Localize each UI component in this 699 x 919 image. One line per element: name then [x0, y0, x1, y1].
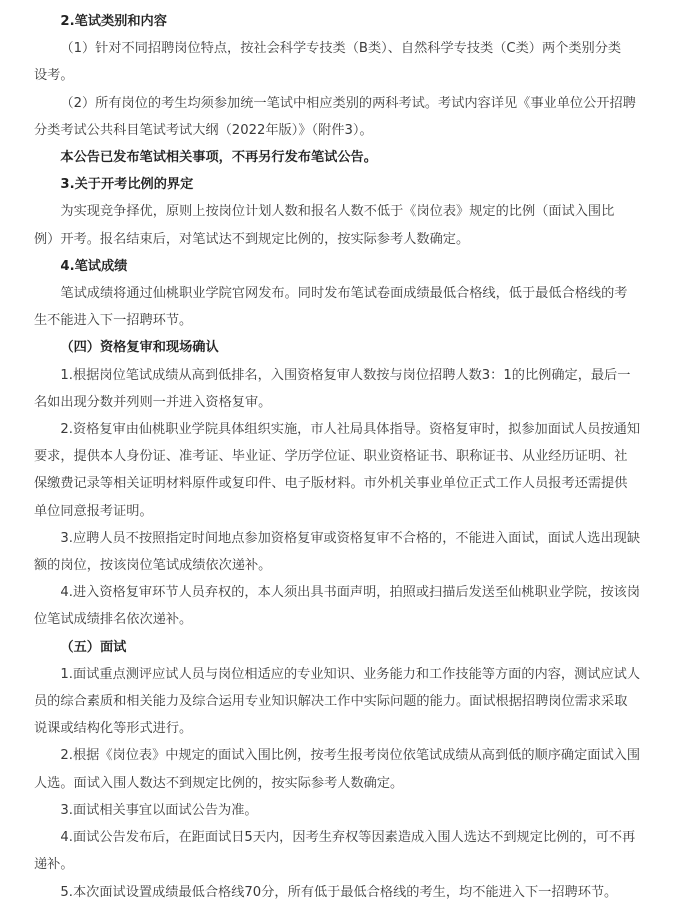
body-text-line: 设考。: [34, 68, 74, 84]
section-heading: 4.笔试成绩: [60, 258, 128, 274]
body-text-line: 递补。: [34, 857, 74, 873]
body-text-line: 保缴费记录等相关证明材料原件或复印件、电子版材料。市外机关事业单位正式工作人员报考还需提供: [34, 476, 628, 492]
body-text-line: 分类考试公共科目笔试考试大纲（2022年版）》（附件3）。: [34, 122, 373, 138]
body-text-line: 5.本次面试设置成绩最低合格线70分，所有低于最低合格线的考生，均不能进入下一招聘环节。: [60, 884, 618, 900]
body-text-line: 人选。面试入围人数达不到规定比例的，按实际参考人数确定。: [34, 775, 404, 791]
body-text-line: 位笔试成绩排名依次递补。: [34, 612, 193, 628]
body-text-line: 例）开考。报名结束后，对笔试达不到规定比例的，按实际参考人数确定。: [34, 231, 470, 247]
section-heading: 本公告已发布笔试相关事项，不再另行发布笔试公告。: [60, 150, 377, 166]
body-text-line: 1.面试重点测评应试人员与岗位相适应的专业知识、业务能力和工作技能等方面的内容，测试应试人: [60, 666, 641, 682]
body-text-line: 生不能进入下一招聘环节。: [34, 313, 193, 329]
body-text-line: （1）针对不同招聘岗位特点，按社会科学专技类（B类）、自然科学专技类（C类）两个类别分类: [60, 41, 622, 57]
body-text-line: 额的岗位，按该岗位笔试成绩依次递补。: [34, 558, 272, 574]
body-text-line: 3.面试相关事宜以面试公告为准。: [60, 802, 258, 818]
body-text-line: 员的综合素质和相关能力及综合运用专业知识解决工作中实际问题的能力。面试根据招聘岗位需求采取: [34, 694, 628, 710]
body-text-line: 2.根据《岗位表》中规定的面试入围比例，按考生报考岗位依笔试成绩从高到低的顺序确定面试入围: [60, 748, 641, 764]
body-text-line: 要求，提供本人身份证、准考证、毕业证、学历学位证、职业资格证书、职称证书、从业经历证明、社: [34, 449, 628, 465]
body-text-line: 4.进入资格复审环节人员弃权的，本人须出具书面声明，拍照或扫描后发送至仙桃职业学院，按该岗: [60, 585, 641, 601]
section-heading: 3.关于开考比例的界定: [60, 177, 194, 193]
section-heading: （四）资格复审和现场确认: [60, 340, 219, 356]
body-text-line: 4.面试公告发布后，在距面试日5天内，因考生弃权等因素造成入围人选达不到规定比例的，可不再: [60, 830, 636, 846]
body-text-line: 1.根据岗位笔试成绩从高到低排名，入围资格复审人数按与岗位招聘人数3：1的比例确定，最后一: [60, 367, 631, 383]
body-text-line: 3.应聘人员不按照指定时间地点参加资格复审或资格复审不合格的，不能进入面试，面试人选出现缺: [60, 530, 641, 546]
body-text-line: 名如出现分数并列则一并进入资格复审。: [34, 394, 272, 410]
section-heading: 2.笔试类别和内容: [60, 14, 167, 29]
body-text-line: 2.资格复审由仙桃职业学院具体组织实施，市人社局具体指导。资格复审时，拟参加面试人员按通知: [60, 422, 641, 438]
body-text-line: 为实现竞争择优，原则上按岗位计划人数和报名人数不低于《岗位表》规定的比例（面试入围比: [60, 204, 615, 220]
section-heading: （五）面试: [60, 639, 127, 655]
body-text-line: 单位同意报考证明。: [34, 503, 153, 519]
body-text-line: （2）所有岗位的考生均须参加统一笔试中相应类别的两科考试。考试内容详见《事业单位公开招聘: [60, 95, 636, 111]
body-text-line: 说课或结构化等形式进行。: [34, 721, 193, 737]
body-text-line: 笔试成绩将通过仙桃职业学院官网发布。同时发布笔试卷面成绩最低合格线，低于最低合格线的考: [60, 286, 628, 302]
